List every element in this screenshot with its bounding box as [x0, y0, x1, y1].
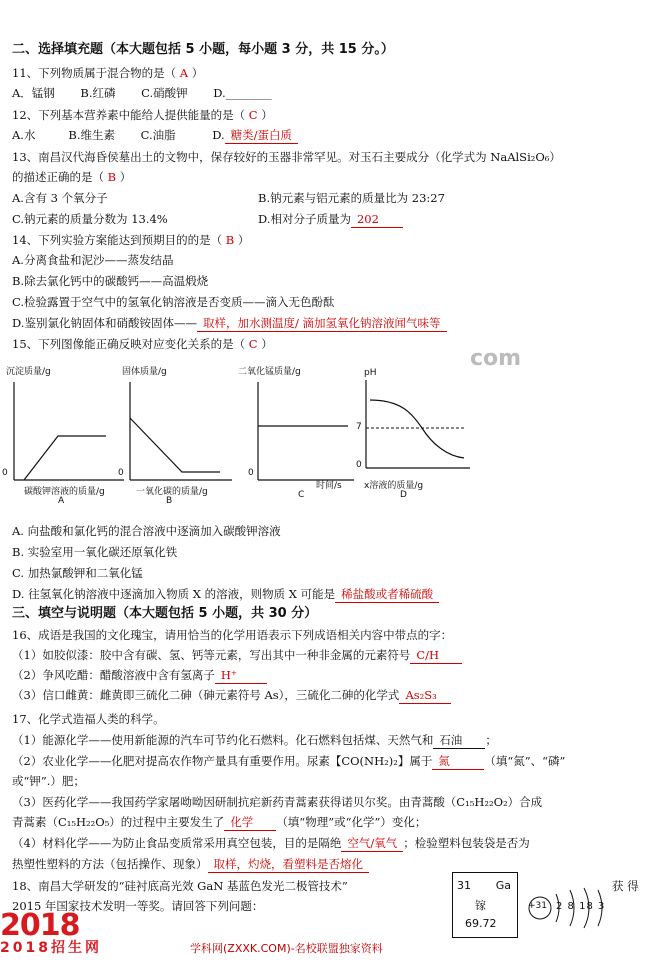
- q17-item-2: （2）农业化学——化肥对提高农作物产量具有重要作用。尿素【CO(NH₂)₂】属于 氮 （填“氮”、“磷”: [12, 754, 566, 768]
- gallium-element-card: [452, 872, 518, 938]
- watermark-text: com: [470, 346, 522, 371]
- section-3-title: 三、填空与说明题（本大题包括 5 小题，共 30 分）: [12, 606, 318, 621]
- graph-b-xlabel: 一氧化碳的质量/g: [136, 487, 208, 497]
- graph-b-tag: B: [166, 496, 173, 506]
- q13-option-b: B.钠元素与铝元素的质量比为 23:27: [258, 191, 445, 205]
- q14-stem: 14、下列实验方案能达到预期目的的是（ B ）: [12, 233, 250, 247]
- q14-option-d: D.鉴别氯化钠固体和硝酸铵固体—— 取样，加水测温度/ 滴加氢氧化钠溶液闻气味等: [12, 316, 447, 332]
- graph-b-ylabel: 固体质量/g: [122, 367, 167, 377]
- q12-stem: 12、下列基本营养素中能给人提供能量的是（ C ）: [12, 108, 273, 122]
- q17-item-1: （1）能源化学——使用新能源的汽车可节约化石燃料。化石燃料包括煤、天然气和 石油 ；: [12, 733, 497, 747]
- q17-blank-3: 化学: [224, 815, 276, 831]
- q15-option-b: B. 实验室用一氧化碳还原氧化铁: [12, 545, 178, 559]
- electron-shells: 2 8 18 3: [556, 901, 606, 912]
- site-logo: 2018 2018招生网: [0, 908, 102, 956]
- q17-blank-4: 空气/氧气: [341, 836, 403, 852]
- q11-answer: A: [179, 66, 189, 80]
- q16-item-2: （2）争风吃醋：醋酸溶液中含有氢离子 H⁺: [12, 668, 267, 684]
- q15-option-a: A. 向盐酸和氯化钙的混合溶液中逐滴加入碳酸钾溶液: [12, 524, 281, 538]
- graph-d: pH 7 0 x溶液的质量/g D: [352, 364, 472, 504]
- graph-a-xlabel: 碳酸钾溶液的质量/g: [24, 487, 105, 497]
- q17-item-2-cont: 或“钾”.）肥；: [12, 774, 85, 788]
- q17-blank-1: 石油: [433, 733, 485, 749]
- q18-stem: 18、南昌大学研发的“硅衬底高光效 GaN 基蓝色发光二极管技术”: [12, 879, 348, 893]
- atom-structure-diagram: [526, 880, 616, 936]
- graph-a-ylabel: 沉淀质量/g: [6, 367, 51, 377]
- q14-option-b: B.除去氯化钙中的碳酸钙——高温煅烧: [12, 274, 209, 288]
- q17-blank-2: 氮: [432, 754, 484, 770]
- q12-options: A.水 B.维生素 C.油脂 D. 糖类/蛋白质: [12, 128, 298, 144]
- q16-blank-3: As₂S₃: [399, 688, 451, 704]
- q14-answer: B: [225, 233, 235, 247]
- q12-blank: 糖类/蛋白质: [225, 128, 298, 144]
- graph-a-tag: A: [58, 496, 65, 506]
- graph-a: 沉淀质量/g 0 碳酸钾溶液的质量/g A: [6, 364, 126, 504]
- q14-option-c: C.检验露置于空气中的氢氧化钠溶液是否变质——滴入无色酚酞: [12, 295, 335, 309]
- q11-options: A．锰钢 B.红磷 C.硝酸钾 D.________: [12, 86, 272, 100]
- graph-c-xlabel: 时间/s: [316, 481, 342, 491]
- graph-c-tag: C: [298, 490, 305, 500]
- q14-option-a: A.分离食盐和泥沙——蒸发结晶: [12, 253, 174, 267]
- element-symbol: Ga: [495, 879, 511, 892]
- q13-blank: 202: [351, 212, 403, 228]
- q16-stem: 16、成语是我国的文化瑰宝，请用恰当的化学用语表示下列成语相关内容中带点的字：: [12, 628, 453, 642]
- graph-c: 二氧化锰质量/g 0 时间/s C: [236, 364, 356, 504]
- q13-stem: 13、南昌汉代海昏侯墓出土的文物中，保存较好的玉器非常罕见。对玉石主要成分（化学式为 NaAlSi₂O₆）: [12, 150, 561, 164]
- graph-d-tag: D: [400, 490, 407, 500]
- q15-answer: C: [248, 337, 258, 351]
- q17-item-3: （3）医药化学——我国药学家屠呦呦因研制抗疟新药青蒿素获得诺贝尔奖。由青蒿酸（C₁₅H₂₂O₂）合成: [12, 795, 543, 809]
- q15-blank: 稀盐酸或者稀硫酸: [335, 587, 439, 603]
- section-2-title: 二、选择填充题（本大题包括 5 小题，每小题 3 分，共 15 分。）: [12, 42, 394, 57]
- graph-d-mark: 7: [356, 422, 362, 432]
- q17-item-4-cont: 热塑性塑料的方法（包括操作、现象） 取样，灼烧，看塑料是否熔化: [12, 857, 369, 873]
- q15-stem: 15、下列图像能正确反映对应变化关系的是（ C ）: [12, 337, 273, 351]
- q13-option-a: A.含有 3 个氧分子: [12, 191, 108, 205]
- q13-option-d: D.相对分子质量为 202: [258, 212, 403, 228]
- footer-text: 学科网(ZXXK.COM)-名校联盟独家资料: [190, 942, 383, 955]
- q16-blank-1: C/H: [410, 648, 462, 664]
- q13-option-c: C.钠元素的质量分数为 13.4%: [12, 212, 168, 226]
- graph-d-xlabel: x溶液的质量/g: [364, 481, 424, 491]
- q18-stem-end: 获 得: [612, 879, 639, 893]
- graph-b: 固体质量/g 0 一氧化碳的质量/g B: [122, 364, 242, 504]
- graph-d-ylabel: pH: [364, 368, 377, 378]
- q17-item-4: （4）材料化学——为防止食品变质常采用真空包装，目的是隔绝 空气/氧气 ；检验塑料包装袋是否为: [12, 836, 530, 850]
- q17-stem: 17、化学式造福人类的科学。: [12, 712, 165, 726]
- q12-answer: C: [248, 108, 258, 122]
- q13-answer: B: [107, 170, 117, 184]
- q13-stem-cont: 的描述正确的是（ B ）: [12, 170, 132, 184]
- q18-stem-cont: 2015 年国家技术发明一等奖。请回答下列问题：: [12, 899, 264, 913]
- element-name: 镓: [475, 899, 486, 912]
- q16-blank-2: H⁺: [215, 668, 267, 684]
- q15-option-d: D. 往氢氧化钠溶液中逐滴加入物质 X 的溶液，则物质 X 可能是 稀盐酸或者稀硫酸: [12, 587, 439, 603]
- graph-c-ylabel: 二氧化锰质量/g: [238, 367, 301, 377]
- q17-blank-5: 取样，灼烧，看塑料是否熔化: [208, 857, 370, 873]
- q16-item-1: （1）如胶似漆：胶中含有碳、氢、钙等元素，写出其中一种非金属的元素符号 C/H: [12, 648, 462, 664]
- q16-item-3: （3）信口雌黄：雌黄即三硫化二砷（砷元素符号 As），三硫化二砷的化学式 As₂S₃: [12, 688, 451, 704]
- q17-item-3-cont: 青蒿素（C₁₅H₂₂O₅）的过程中主要发生了 化学 （填“物理”或“化学”）变化；: [12, 815, 427, 829]
- nucleus-charge: +31: [528, 901, 547, 911]
- q15-option-c: C. 加热氯酸钾和二氧化锰: [12, 566, 143, 580]
- element-number: 31: [457, 879, 471, 892]
- q14-blank: 取样，加水测温度/ 滴加氢氧化钠溶液闻气味等: [197, 316, 447, 332]
- element-mass: 69.72: [465, 917, 497, 930]
- q11-stem: 11、下列物质属于混合物的是（ A ）: [12, 66, 204, 80]
